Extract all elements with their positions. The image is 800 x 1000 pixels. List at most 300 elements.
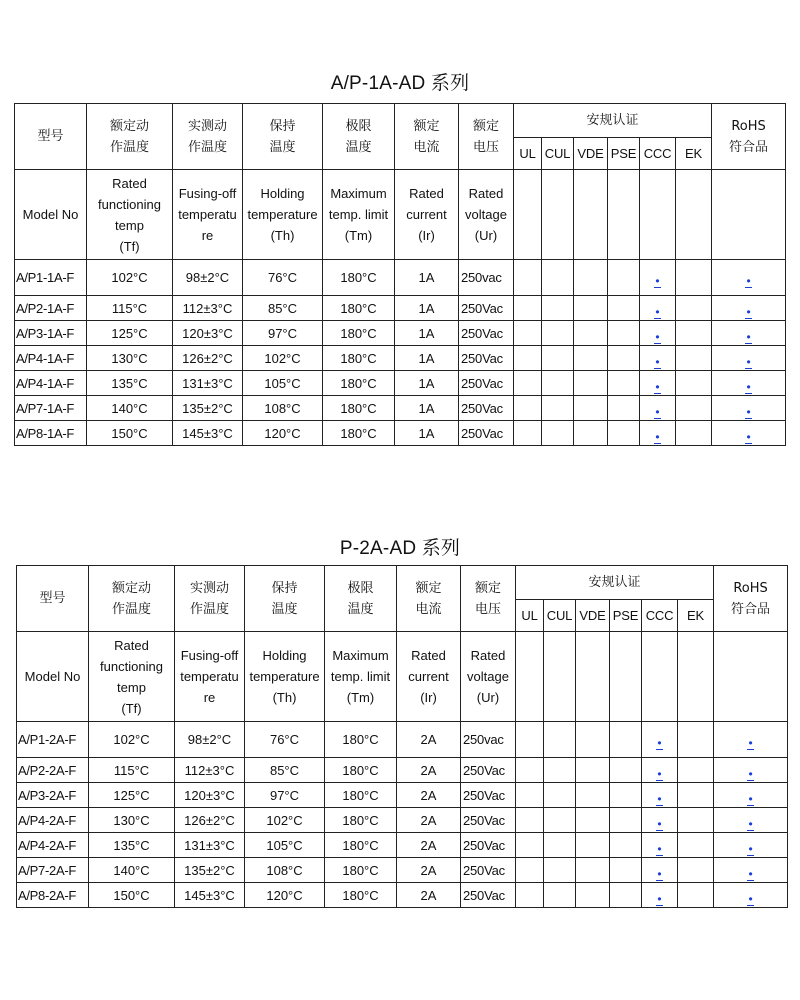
header-zh-voltage <box>461 566 516 632</box>
fusing-cell: 120±3°C <box>173 321 243 346</box>
voltage-cell: 250Vac <box>459 296 514 321</box>
cert-cell <box>610 783 642 808</box>
tf-cell: 135°C <box>89 833 175 858</box>
ccc-cell <box>642 833 678 858</box>
header-line: RoHS <box>731 118 766 134</box>
cert-cell <box>676 346 712 371</box>
cert-cell <box>544 808 576 833</box>
th-cell: 97°C <box>243 321 323 346</box>
ir-cell: 2A <box>397 883 461 908</box>
th-cell: 108°C <box>245 858 325 883</box>
ir-cell: 1A <box>395 396 459 421</box>
cert-cell <box>678 808 714 833</box>
ccc-cell <box>640 260 676 296</box>
header-en-rated_temp <box>87 170 173 260</box>
ccc-mark-icon: • <box>655 354 660 369</box>
th-cell: 105°C <box>243 371 323 396</box>
cert-cell <box>676 421 712 446</box>
header-line: 极限 <box>347 580 374 596</box>
header-cert: VDE <box>576 600 610 632</box>
header-en-fusing <box>175 632 245 722</box>
model-no-cell: A/P7-2A-F <box>17 858 89 883</box>
header-line: functioning <box>100 658 163 674</box>
tm-cell: 180°C <box>323 260 395 296</box>
cert-cell <box>516 883 544 908</box>
cert-cell <box>516 833 544 858</box>
fusing-cell: 145±3°C <box>175 883 245 908</box>
header-rohs <box>714 566 788 632</box>
header-line: (Tm) <box>344 228 373 243</box>
tm-cell: 180°C <box>323 296 395 321</box>
cert-cell <box>542 260 574 296</box>
voltage-cell: 250Vac <box>461 833 516 858</box>
header-line: Fusing-off <box>180 648 239 663</box>
header-cert: CUL <box>544 600 576 632</box>
model-no-cell: A/P2-1A-F <box>15 296 87 321</box>
header-line: temp. limit <box>330 669 391 684</box>
model-no-cell: A/P7-1A-F <box>15 396 87 421</box>
header-cert: UL <box>514 138 542 170</box>
tf-cell: 135°C <box>87 371 173 396</box>
table-row <box>17 833 788 858</box>
th-cell: 102°C <box>243 346 323 371</box>
header-row-zh <box>17 566 788 600</box>
ir-cell: 1A <box>395 371 459 396</box>
ccc-mark-icon: • <box>657 841 662 856</box>
ir-cell: 1A <box>395 346 459 371</box>
ccc-mark-icon: • <box>655 379 660 394</box>
model-no-cell: A/P2-2A-F <box>17 758 89 783</box>
ccc-mark-icon: • <box>655 404 660 419</box>
voltage-cell: 250Vac <box>459 346 514 371</box>
cert-cell <box>576 833 610 858</box>
empty-cell <box>608 170 640 260</box>
ccc-mark-icon: • <box>657 891 662 906</box>
header-line: Rated <box>409 186 444 201</box>
header-line: 额定 <box>474 580 501 596</box>
cert-cell <box>610 722 642 758</box>
empty-cell <box>714 632 788 722</box>
cert-cell <box>676 296 712 321</box>
header-row-zh <box>15 104 786 138</box>
empty-cell <box>516 632 544 722</box>
ir-cell: 2A <box>397 833 461 858</box>
cert-cell <box>514 260 542 296</box>
cert-cell <box>678 858 714 883</box>
model-no-cell: A/P4-1A-F <box>15 371 87 396</box>
header-cert: CCC <box>640 138 676 170</box>
tm-cell: 180°C <box>325 883 397 908</box>
cert-cell <box>574 346 608 371</box>
header-line: re <box>201 228 214 243</box>
rohs-cell <box>712 260 786 296</box>
ir-cell: 2A <box>397 722 461 758</box>
header-line: Holding <box>262 648 307 663</box>
header-en-model: Model No <box>15 170 87 260</box>
fusing-cell: 135±2°C <box>175 858 245 883</box>
ir-cell: 1A <box>395 321 459 346</box>
fusing-cell: 131±3°C <box>175 833 245 858</box>
cert-cell <box>576 758 610 783</box>
header-en-holding <box>243 170 323 260</box>
header-line: 电流 <box>415 601 442 617</box>
fusing-cell: 126±2°C <box>173 346 243 371</box>
ccc-cell <box>640 346 676 371</box>
model-no-cell: A/P8-1A-F <box>15 421 87 446</box>
table-row <box>15 421 786 446</box>
header-line: (Ir) <box>418 228 435 243</box>
rohs-mark-icon: • <box>748 816 753 831</box>
header-line: 极限 <box>345 118 372 134</box>
ccc-mark-icon: • <box>657 791 662 806</box>
ccc-cell <box>640 421 676 446</box>
tf-cell: 130°C <box>89 808 175 833</box>
header-line: 作温度 <box>109 139 149 155</box>
header-line: Rated <box>114 637 149 653</box>
cert-cell <box>542 321 574 346</box>
cert-cell <box>676 260 712 296</box>
header-line: 保持 <box>269 118 296 134</box>
cert-cell <box>608 371 640 396</box>
ir-cell: 1A <box>395 421 459 446</box>
header-line: Rated <box>470 648 506 663</box>
cert-cell <box>514 421 542 446</box>
header-line: Maximum <box>330 186 387 201</box>
header-zh-model: 型号 <box>17 566 89 632</box>
header-cert: EK <box>678 600 714 632</box>
header-line: Rated <box>112 175 147 191</box>
header-line: temperatu <box>180 669 239 684</box>
empty-cell <box>610 632 642 722</box>
table-row <box>17 858 788 883</box>
cert-cell <box>574 260 608 296</box>
header-line: 作温度 <box>189 601 229 617</box>
rohs-mark-icon: • <box>746 379 751 394</box>
voltage-cell: 250Vac <box>461 883 516 908</box>
header-line: 额定 <box>472 118 499 134</box>
rohs-mark-icon: • <box>748 791 753 806</box>
cert-cell <box>542 396 574 421</box>
cert-cell <box>678 883 714 908</box>
cert-cell <box>574 321 608 346</box>
header-line: Fusing-off <box>178 186 237 201</box>
header-line: current <box>406 207 447 222</box>
tf-cell: 125°C <box>89 783 175 808</box>
tm-cell: 180°C <box>325 758 397 783</box>
header-rohs <box>712 104 786 170</box>
voltage-cell: 250Vac <box>459 421 514 446</box>
cert-cell <box>542 371 574 396</box>
header-line: temp <box>117 679 146 695</box>
voltage-cell: 250vac <box>459 260 514 296</box>
rohs-cell <box>714 808 788 833</box>
model-no-cell: A/P1-1A-F <box>15 260 87 296</box>
tm-cell: 180°C <box>325 783 397 808</box>
header-line: (Tm) <box>346 690 375 705</box>
cert-cell <box>608 396 640 421</box>
header-line: temperatu <box>178 207 237 222</box>
model-no-cell: A/P3-1A-F <box>15 321 87 346</box>
cert-cell <box>608 260 640 296</box>
table-row <box>17 883 788 908</box>
th-cell: 85°C <box>245 758 325 783</box>
ir-cell: 2A <box>397 783 461 808</box>
rohs-cell <box>712 371 786 396</box>
rohs-cell <box>714 758 788 783</box>
cert-cell <box>678 833 714 858</box>
header-line: 温度 <box>345 139 372 155</box>
table-row <box>15 371 786 396</box>
rohs-cell <box>714 858 788 883</box>
header-cert: EK <box>676 138 712 170</box>
header-cert: PSE <box>608 138 640 170</box>
header-line: 温度 <box>347 601 374 617</box>
table-row <box>15 321 786 346</box>
header-line: 实测动 <box>189 580 229 596</box>
empty-cell <box>576 632 610 722</box>
header-line: (Ir) <box>420 690 437 705</box>
th-cell: 120°C <box>245 883 325 908</box>
header-zh-max <box>325 566 397 632</box>
cert-cell <box>610 883 642 908</box>
spec-table <box>16 565 788 908</box>
th-cell: 105°C <box>245 833 325 858</box>
tm-cell: 180°C <box>323 421 395 446</box>
ir-cell: 2A <box>397 808 461 833</box>
header-line: current <box>408 669 449 684</box>
rohs-mark-icon: • <box>748 766 753 781</box>
th-cell: 85°C <box>243 296 323 321</box>
cert-cell <box>516 722 544 758</box>
table-row <box>17 783 788 808</box>
cert-cell <box>676 371 712 396</box>
cert-cell <box>678 722 714 758</box>
header-zh-model: 型号 <box>15 104 87 170</box>
header-en-voltage <box>459 170 514 260</box>
rohs-cell <box>714 722 788 758</box>
fusing-cell: 112±3°C <box>175 758 245 783</box>
header-line: temperature <box>249 669 320 684</box>
header-zh-holding <box>245 566 325 632</box>
cert-cell <box>576 858 610 883</box>
rohs-cell <box>712 296 786 321</box>
model-no-cell: A/P8-2A-F <box>17 883 89 908</box>
rohs-cell <box>714 783 788 808</box>
tm-cell: 180°C <box>323 321 395 346</box>
header-zh-holding <box>243 104 323 170</box>
header-line: (Th) <box>272 690 297 705</box>
header-cert: UL <box>516 600 544 632</box>
model-no-cell: A/P3-2A-F <box>17 783 89 808</box>
fusing-cell: 98±2°C <box>175 722 245 758</box>
cert-cell <box>574 371 608 396</box>
cert-cell <box>608 296 640 321</box>
header-line: (Th) <box>270 228 295 243</box>
header-line: (Ur) <box>476 690 500 705</box>
th-cell: 108°C <box>243 396 323 421</box>
cert-cell <box>610 808 642 833</box>
header-en-model: Model No <box>17 632 89 722</box>
fusing-cell: 131±3°C <box>173 371 243 396</box>
header-line: RoHS <box>733 580 768 596</box>
cert-cell <box>516 783 544 808</box>
tm-cell: 180°C <box>325 858 397 883</box>
cert-cell <box>544 858 576 883</box>
cert-cell <box>576 808 610 833</box>
tf-cell: 140°C <box>89 858 175 883</box>
cert-cell <box>514 396 542 421</box>
cert-cell <box>608 346 640 371</box>
tf-cell: 102°C <box>89 722 175 758</box>
ccc-mark-icon: • <box>657 766 662 781</box>
header-zh-current <box>397 566 461 632</box>
cert-cell <box>514 346 542 371</box>
header-zh-fusing <box>173 104 243 170</box>
empty-cell <box>514 170 542 260</box>
empty-cell <box>574 170 608 260</box>
rohs-mark-icon: • <box>746 274 751 288</box>
rohs-mark-icon: • <box>746 329 751 344</box>
header-en-current <box>397 632 461 722</box>
cert-cell <box>544 833 576 858</box>
header-line: 电流 <box>413 139 440 155</box>
ccc-cell <box>642 783 678 808</box>
fusing-cell: 126±2°C <box>175 808 245 833</box>
header-line: 电压 <box>474 601 501 617</box>
rohs-mark-icon: • <box>746 354 751 369</box>
ccc-mark-icon: • <box>655 329 660 344</box>
cert-cell <box>514 296 542 321</box>
empty-cell <box>676 170 712 260</box>
ccc-mark-icon: • <box>655 429 660 444</box>
cert-cell <box>574 421 608 446</box>
cert-cell <box>610 858 642 883</box>
tf-cell: 125°C <box>87 321 173 346</box>
header-line: Rated <box>468 186 504 201</box>
ccc-cell <box>642 722 678 758</box>
cert-cell <box>516 858 544 883</box>
empty-cell <box>712 170 786 260</box>
model-no-cell: A/P1-2A-F <box>17 722 89 758</box>
header-zh-current <box>395 104 459 170</box>
header-en-current <box>395 170 459 260</box>
header-en-max <box>325 632 397 722</box>
table-row <box>17 808 788 833</box>
cert-cell <box>574 296 608 321</box>
ir-cell: 1A <box>395 296 459 321</box>
header-line: 实测动 <box>187 118 227 134</box>
voltage-cell: 250vac <box>461 722 516 758</box>
ccc-mark-icon: • <box>655 304 660 319</box>
header-line: voltage <box>467 669 509 684</box>
header-line: 额定动 <box>111 580 151 596</box>
ccc-cell <box>642 858 678 883</box>
header-zh-rated_temp <box>89 566 175 632</box>
rohs-mark-icon: • <box>746 429 751 444</box>
cert-cell <box>576 722 610 758</box>
header-line: 作温度 <box>187 139 227 155</box>
rohs-cell <box>712 396 786 421</box>
header-zh-max <box>323 104 395 170</box>
header-line: temperature <box>247 207 318 222</box>
ir-cell: 1A <box>395 260 459 296</box>
header-safety-certification: 安规认证 <box>516 566 714 600</box>
th-cell: 102°C <box>245 808 325 833</box>
voltage-cell: 250Vac <box>459 396 514 421</box>
cert-cell <box>542 421 574 446</box>
cert-cell <box>544 722 576 758</box>
table-row <box>15 260 786 296</box>
model-no-cell: A/P4-2A-F <box>17 833 89 858</box>
rohs-cell <box>714 833 788 858</box>
ir-cell: 2A <box>397 858 461 883</box>
header-en-max <box>323 170 395 260</box>
ccc-cell <box>640 296 676 321</box>
cert-cell <box>576 883 610 908</box>
header-line: 额定动 <box>109 118 149 134</box>
voltage-cell: 250Vac <box>461 783 516 808</box>
tf-cell: 150°C <box>87 421 173 446</box>
fusing-cell: 145±3°C <box>173 421 243 446</box>
header-cert: PSE <box>610 600 642 632</box>
cert-cell <box>544 883 576 908</box>
cert-cell <box>542 296 574 321</box>
tf-cell: 115°C <box>89 758 175 783</box>
table-row <box>17 722 788 758</box>
ccc-mark-icon: • <box>655 274 660 288</box>
header-line: functioning <box>98 196 161 212</box>
header-zh-voltage <box>459 104 514 170</box>
empty-cell <box>678 632 714 722</box>
header-line: Holding <box>260 186 305 201</box>
cert-cell <box>608 321 640 346</box>
tm-cell: 180°C <box>323 346 395 371</box>
header-safety-certification: 安规认证 <box>514 104 712 138</box>
empty-cell <box>640 170 676 260</box>
cert-cell <box>678 783 714 808</box>
cert-cell <box>676 321 712 346</box>
table-row <box>15 396 786 421</box>
ccc-cell <box>642 758 678 783</box>
cert-cell <box>514 371 542 396</box>
header-en-voltage <box>461 632 516 722</box>
header-cert: CUL <box>542 138 574 170</box>
cert-cell <box>514 321 542 346</box>
tf-cell: 115°C <box>87 296 173 321</box>
rohs-mark-icon: • <box>748 891 753 906</box>
tf-cell: 150°C <box>89 883 175 908</box>
voltage-cell: 250Vac <box>459 321 514 346</box>
fusing-cell: 98±2°C <box>173 260 243 296</box>
header-line: 符合品 <box>729 139 769 155</box>
th-cell: 76°C <box>243 260 323 296</box>
rohs-mark-icon: • <box>748 841 753 856</box>
table-row <box>15 346 786 371</box>
fusing-cell: 112±3°C <box>173 296 243 321</box>
table-row <box>15 296 786 321</box>
header-line: Rated <box>411 648 446 663</box>
header-line: (Ur) <box>474 228 498 243</box>
header-cert: VDE <box>574 138 608 170</box>
ccc-cell <box>642 883 678 908</box>
th-cell: 76°C <box>245 722 325 758</box>
header-en-fusing <box>173 170 243 260</box>
cert-cell <box>542 346 574 371</box>
rohs-cell <box>712 321 786 346</box>
rohs-mark-icon: • <box>746 404 751 419</box>
cert-cell <box>576 783 610 808</box>
cert-cell <box>676 396 712 421</box>
